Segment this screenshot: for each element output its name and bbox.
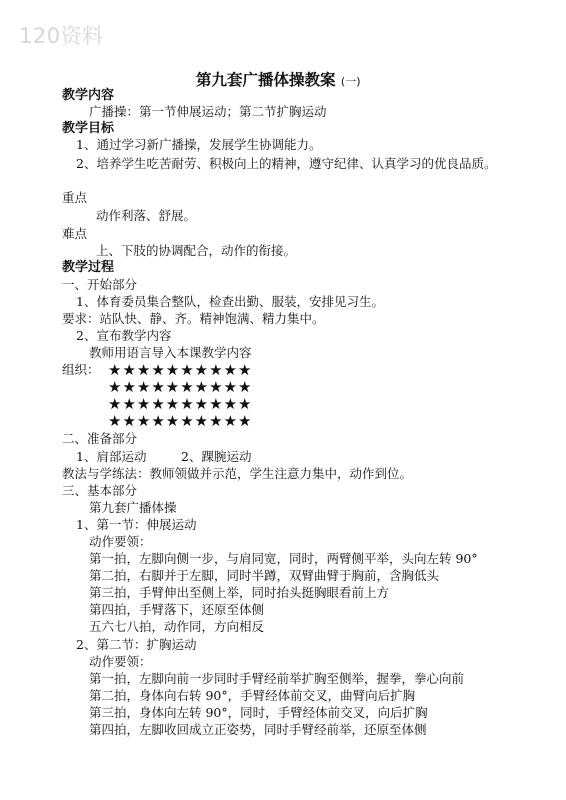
section-2-beat-4: 第四拍，左脚收回成立正姿势，同时手臂经前举，还原至体侧 — [89, 722, 427, 737]
part-3-heading: 三、基本部分 — [62, 483, 138, 498]
formation-row-4: ★★★★★★★★★★ — [108, 412, 253, 430]
section-1-requirement: 动作要领： — [89, 534, 152, 549]
section-1-beat-2: 第二拍，右脚并于左脚，同时半蹲，双臂曲臂于胸前，含胸低头 — [89, 568, 440, 583]
section-2-heading: 2、第二节：扩胸运动 — [76, 637, 197, 652]
part-1-item-2: 2、宣布教学内容 — [76, 328, 172, 343]
part-1-heading: 一、开始部分 — [62, 277, 138, 292]
section-1-beat-1: 第一拍，左脚向侧一步，与肩同宽，同时，两臂侧平举，头向左转 90° — [89, 551, 478, 566]
method-text: 教法与学练法：教师领做并示范，学生注意力集中，动作到位。 — [62, 466, 413, 481]
part-1-item-1: 1、体育委员集合整队，检查出勤、服装，安排见习生。 — [76, 294, 384, 309]
section-2-beat-2: 第二拍，身体向右转 90°，手臂经体前交叉，曲臂向后扩胸 — [89, 688, 416, 703]
difficulty-label: 难点 — [62, 226, 88, 241]
goal-item-1: 1、通过学习新广播操，发展学生协调能力。 — [76, 137, 322, 152]
title-suffix: (一) — [340, 75, 361, 88]
formation-row-2: ★★★★★★★★★★ — [108, 378, 253, 396]
formation-row-3: ★★★★★★★★★★ — [108, 395, 253, 413]
section-heading-goals: 教学目标 — [62, 121, 115, 136]
section-heading-process: 教学过程 — [62, 260, 115, 275]
part-2-heading: 二、准备部分 — [62, 431, 138, 446]
part-3-title: 第九套广播体操 — [89, 500, 177, 515]
difficulty-text: 上、下肢的协调配合，动作的衔接。 — [96, 243, 297, 258]
formation-row-1: ★★★★★★★★★★ — [108, 361, 253, 379]
focus-label: 重点 — [62, 190, 88, 205]
section-1-beat-5: 五六七八拍，动作同，方向相反 — [89, 619, 265, 634]
section-1-heading: 1、第一节：伸展运动 — [76, 517, 197, 532]
requirement-text: 要求：站队快、静、齐。精神饱满、精力集中。 — [62, 311, 325, 326]
organization-label: 组织： — [62, 362, 100, 377]
part-2-item-2: 2、踝腕运动 — [181, 449, 252, 464]
section-1-beat-3: 第三拍，手臂伸出至侧上举，同时抬头挺胸眼看前上方 — [89, 585, 390, 600]
page-title — [196, 68, 361, 90]
part-2-item-1: 1、肩部运动 — [76, 449, 147, 464]
goal-item-2: 2、培养学生吃苦耐劳、积极向上的精神，遵守纪律、认真学习的优良品质。 — [76, 156, 497, 171]
part-1-item-2-text: 教师用语言导入本课教学内容 — [89, 345, 252, 360]
section-2-requirement: 动作要领： — [89, 654, 152, 669]
section-2-beat-3: 第三拍，身体向左转 90°，同时，手臂经体前交叉，向后扩胸 — [89, 705, 428, 720]
title-main: 第九套广播体操教案 — [196, 71, 336, 89]
section-2-beat-1: 第一拍，左脚向前一步同时手臂经前举扩胸至侧举，握拳，拳心向前 — [89, 671, 465, 686]
section-1-beat-4: 第四拍，手臂落下，还原至体侧 — [89, 602, 265, 617]
section-heading-content: 教学内容 — [62, 88, 115, 103]
content-text: 广播操：第一节伸展运动；第二节扩胸运动 — [89, 104, 327, 119]
watermark: 120资料 — [19, 24, 104, 48]
focus-text: 动作利落、舒展。 — [96, 208, 197, 223]
